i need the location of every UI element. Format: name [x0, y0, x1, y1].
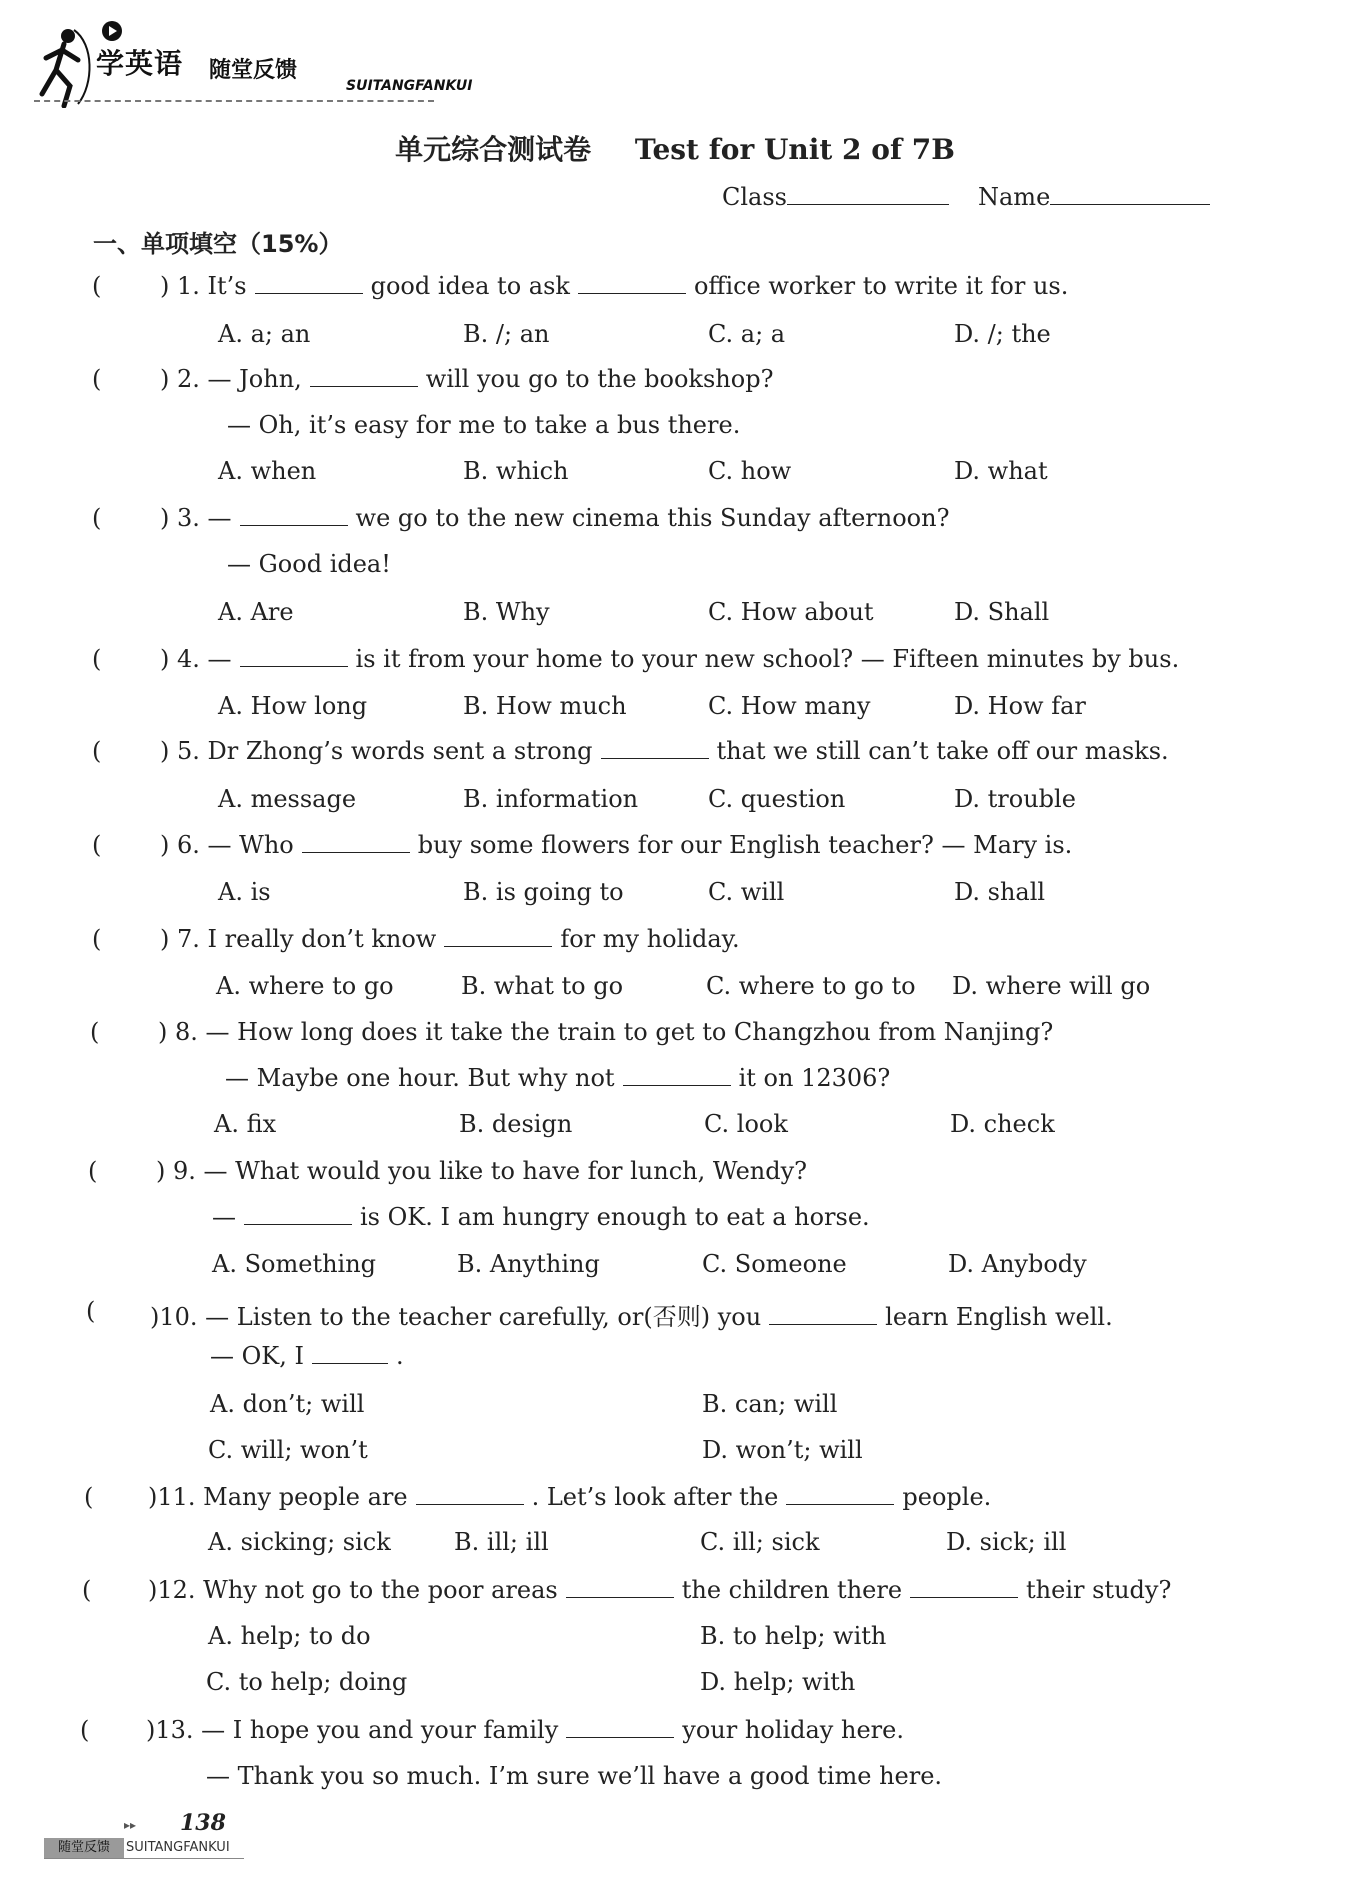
footer-english: SUITANGFANKUI: [126, 1840, 230, 1855]
option-b: B. Anything: [457, 1250, 600, 1278]
question-13: )13. — I hope you and your family your holiday here.: [146, 1716, 904, 1744]
question-13-response: — Thank you so much. I’m sure we’ll have a good time here.: [206, 1762, 943, 1790]
option-d: D. won’t; will: [702, 1436, 863, 1464]
answer-paren[interactable]: (: [92, 272, 102, 300]
option-b: B. which: [463, 457, 569, 485]
option-c: C. where to go to: [706, 972, 916, 1000]
title-english: Test for Unit 2 of 7B: [634, 133, 955, 166]
question-8: ) 8. — How long does it take the train to get to Changzhou from Nanjing?: [158, 1018, 1054, 1046]
option-a: A. How long: [218, 692, 368, 720]
blank[interactable]: [623, 1065, 731, 1086]
section-title: 一、单项填空（15%）: [93, 230, 343, 258]
option-c: C. How many: [708, 692, 871, 720]
answer-paren[interactable]: (: [92, 365, 102, 393]
option-d: D. Shall: [954, 598, 1050, 626]
option-d: D. sick; ill: [946, 1528, 1067, 1556]
option-c: C. to help; doing: [206, 1668, 408, 1696]
answer-paren[interactable]: (: [92, 737, 102, 765]
logo-title: 学英语: [96, 47, 184, 80]
blank[interactable]: [786, 1484, 894, 1505]
answer-paren[interactable]: (: [90, 1018, 100, 1046]
option-b: B. what to go: [461, 972, 624, 1000]
class-blank[interactable]: [787, 182, 949, 205]
option-b: B. ill; ill: [454, 1528, 549, 1556]
option-b: B. information: [463, 785, 639, 813]
blank[interactable]: [566, 1717, 674, 1738]
blank[interactable]: [910, 1577, 1018, 1598]
blank[interactable]: [240, 505, 348, 526]
question-4: ) 4. — is it from your home to your new school? — Fifteen minutes by bus.: [160, 645, 1180, 673]
option-b: B. /; an: [463, 320, 550, 348]
question-10: )10. — Listen to the teacher carefully, or(否则) you learn English well.: [150, 1303, 1113, 1331]
answer-paren[interactable]: (: [86, 1297, 96, 1325]
option-b: B. can; will: [702, 1390, 838, 1418]
option-c: C. question: [708, 785, 846, 813]
option-c: C. a; a: [708, 320, 786, 348]
blank[interactable]: [444, 926, 552, 947]
question-7: ) 7. I really don’t know for my holiday.: [160, 925, 740, 953]
footer-divider: [44, 1858, 244, 1859]
question-2: ) 2. — John, will you go to the bookshop?: [160, 365, 774, 393]
blank[interactable]: [255, 273, 363, 294]
option-a: A. sicking; sick: [208, 1528, 391, 1556]
question-9: ) 9. — What would you like to have for lunch, Wendy?: [156, 1157, 808, 1185]
option-d: D. How far: [954, 692, 1086, 720]
blank[interactable]: [566, 1577, 674, 1598]
question-3-response: — Good idea!: [227, 550, 391, 578]
blank[interactable]: [244, 1204, 352, 1225]
blank[interactable]: [769, 1304, 877, 1325]
option-a: A. message: [218, 785, 357, 813]
answer-paren[interactable]: (: [92, 504, 102, 532]
option-b: B. design: [459, 1110, 573, 1138]
option-b: B. How much: [463, 692, 627, 720]
option-d: D. shall: [954, 878, 1046, 906]
option-d: D. /; the: [954, 320, 1051, 348]
option-d: D. check: [950, 1110, 1055, 1138]
option-a: A. fix: [214, 1110, 277, 1138]
option-a: A. is: [218, 878, 271, 906]
option-c: C. How about: [708, 598, 874, 626]
answer-paren[interactable]: (: [80, 1716, 90, 1744]
question-6: ) 6. — Who buy some flowers for our English teacher? — Mary is.: [160, 831, 1073, 859]
option-d: D. Anybody: [948, 1250, 1087, 1278]
class-label: Class: [722, 183, 787, 211]
logo-english: SUITANGFANKUI: [346, 78, 473, 94]
blank[interactable]: [416, 1484, 524, 1505]
question-9-response: — is OK. I am hungry enough to eat a horse.: [212, 1203, 870, 1231]
header-logo: [34, 20, 514, 110]
option-c: C. look: [704, 1110, 788, 1138]
option-b: B. to help; with: [700, 1622, 887, 1650]
option-b: B. Why: [463, 598, 550, 626]
footer-badge: 随堂反馈: [44, 1838, 124, 1858]
answer-paren[interactable]: (: [88, 1157, 98, 1185]
option-d: D. where will go: [952, 972, 1151, 1000]
logo-subtitle: 随堂反馈: [209, 58, 298, 83]
question-1: ) 1. It’s good idea to ask office worker to write it for us.: [160, 272, 1069, 300]
option-d: D. trouble: [954, 785, 1076, 813]
option-a: A. Are: [218, 598, 294, 626]
answer-paren[interactable]: (: [92, 925, 102, 953]
question-8-response: — Maybe one hour. But why not it on 12306?: [225, 1064, 891, 1092]
title-chinese: 单元综合测试卷: [395, 133, 592, 166]
answer-paren[interactable]: (: [92, 831, 102, 859]
blank[interactable]: [310, 366, 418, 387]
option-a: A. Something: [212, 1250, 377, 1278]
answer-paren[interactable]: (: [92, 645, 102, 673]
question-2-response: — Oh, it’s easy for me to take a bus there.: [227, 411, 741, 439]
option-c: C. how: [708, 457, 792, 485]
blank[interactable]: [302, 832, 410, 853]
question-10-response: — OK, I .: [210, 1342, 404, 1370]
question-5: ) 5. Dr Zhong’s words sent a strong that we still can’t take off our masks.: [160, 737, 1169, 765]
name-label: Name: [978, 183, 1051, 211]
option-c: C. Someone: [702, 1250, 847, 1278]
question-11: )11. Many people are . Let’s look after the people.: [148, 1483, 992, 1511]
option-a: A. a; an: [218, 320, 311, 348]
option-d: D. help; with: [700, 1668, 856, 1696]
blank[interactable]: [240, 646, 348, 667]
option-a: A. when: [218, 457, 317, 485]
answer-paren[interactable]: (: [82, 1576, 92, 1604]
blank[interactable]: [312, 1343, 388, 1364]
runner-icon: [34, 24, 96, 108]
question-12: )12. Why not go to the poor areas the children there their study?: [148, 1576, 1172, 1604]
option-a: A. where to go: [216, 972, 394, 1000]
option-b: B. is going to: [463, 878, 624, 906]
header-divider: [34, 100, 434, 102]
option-a: A. help; to do: [208, 1622, 371, 1650]
question-3: ) 3. — we go to the new cinema this Sunday afternoon?: [160, 504, 950, 532]
blank[interactable]: [601, 738, 709, 759]
class-field[interactable]: [722, 182, 949, 211]
play-icon: [101, 20, 123, 42]
option-c: C. will; won’t: [208, 1436, 368, 1464]
page-number: 138: [180, 1810, 226, 1836]
option-d: D. what: [954, 457, 1048, 485]
page-title: [0, 128, 1350, 168]
option-c: C. will: [708, 878, 785, 906]
answer-paren[interactable]: (: [84, 1483, 94, 1511]
option-a: A. don’t; will: [210, 1390, 365, 1418]
footer-arrows-icon: ▸▸: [124, 1818, 137, 1832]
name-field[interactable]: [978, 182, 1210, 211]
blank[interactable]: [578, 273, 686, 294]
option-c: C. ill; sick: [700, 1528, 820, 1556]
name-blank[interactable]: [1050, 182, 1210, 205]
